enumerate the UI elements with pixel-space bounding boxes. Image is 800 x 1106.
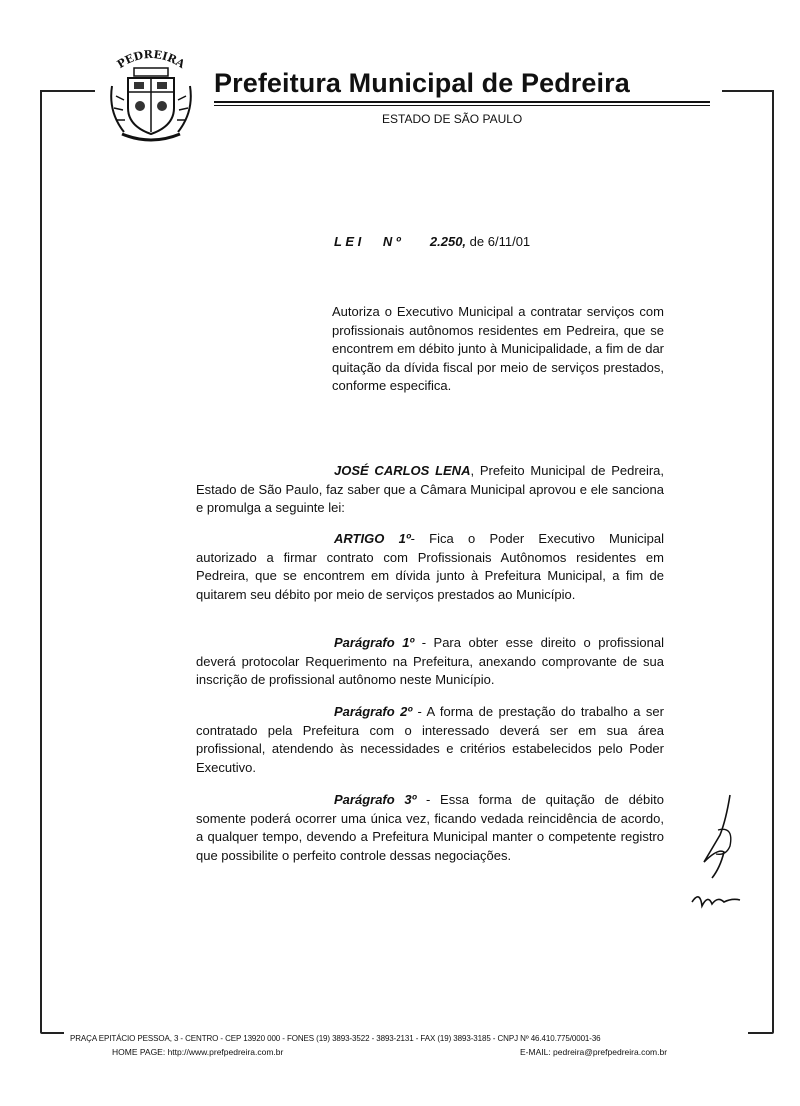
frame-line [40, 90, 42, 1032]
frame-line [772, 90, 774, 1032]
frame-line [40, 1032, 64, 1034]
paragraph-2-text: - A forma de prestação do trabalho a ser contratado pela Prefeitura com o interessado deverá ser em sua área profissional, atendendo às necessidades e critérios estabelecidos pelo Poder Executivo. [196, 704, 664, 775]
frame-line [722, 90, 774, 92]
article-1-text: - Fica o Poder Executivo Municipal autorizado a firmar contrato com Profissionais Autônomos residentes em Pedreira, que se encontrem em dívida junto à Prefeitura Municipal, a fim de quitarem seu débito por meio de serviços prestados ao Município. [196, 531, 664, 602]
paragraph-1 [196, 634, 664, 690]
law-heading [334, 234, 530, 249]
law-label: L E I N º [334, 234, 401, 249]
intro-text: , Prefeito Municipal de Pedreira, Estado de São Paulo, faz saber que a Câmara Municipal aprovou e ele sanciona e promulga a seguinte lei: [196, 463, 665, 515]
page-title: Prefeitura Municipal de Pedreira [214, 68, 630, 98]
paragraph-3-label: Parágrafo 3º [334, 792, 417, 807]
paragraph-3 [196, 791, 664, 865]
paragraph-1-text: - Para obter esse direito o profissional deverá protocolar Requerimento na Prefeitura, anexando comprovante de sua inscrição de profissional autônomo neste Município. [196, 635, 665, 687]
paragraph-2-label: Parágrafo 2º [334, 704, 413, 719]
municipal-crest-icon [104, 46, 198, 150]
paragraph-2 [196, 703, 664, 777]
signature-mark [690, 790, 750, 920]
intro-paragraph [196, 462, 664, 518]
footer-address: PRAÇA EPITÁCIO PESSOA, 3 - CENTRO - CEP 13920 000 - FONES (19) 3893-3522 - 3893-2131 - FAX (19) 3893-3185 - CNPJ Nº 46.410.775/0001-36 [70, 1034, 601, 1043]
article-1-label: ARTIGO 1º [334, 531, 411, 546]
paragraph-1-label: Parágrafo 1º [334, 635, 415, 650]
article-1 [196, 530, 664, 604]
crest-banner-text: PEDREIRA [114, 47, 188, 72]
divider [214, 105, 710, 106]
footer-email[interactable]: E-MAIL: pedreira@prefpedreira.com.br [520, 1047, 668, 1057]
divider [214, 101, 710, 103]
mayor-name: JOSÉ CARLOS LENA [334, 463, 471, 478]
page-subtitle: ESTADO DE SÃO PAULO [382, 112, 523, 126]
paragraph-3-text: - Essa forma de quitação de débito somente poderá ocorrer uma única vez, ficando vedada reincidência de acordo, a qualquer tempo, devendo a Prefeitura Municipal manter o competente registro que possibilite o perfeito controle dessas negociações. [196, 792, 664, 863]
law-number: 2.250, [429, 234, 467, 249]
frame-line [40, 90, 95, 92]
law-summary: Autoriza o Executivo Municipal a contratar serviços com profissionais autônomos residentes em Pedreira, que se encontrem em débito junto à Municipalidade, a fim de dar quitação da dívida fiscal por meio de serviços prestados, conforme especifica. [332, 304, 664, 393]
frame-line [748, 1032, 774, 1034]
footer-homepage[interactable]: HOME PAGE: http://www.prefpedreira.com.br [112, 1047, 284, 1057]
law-date: de 6/11/01 [469, 234, 531, 249]
